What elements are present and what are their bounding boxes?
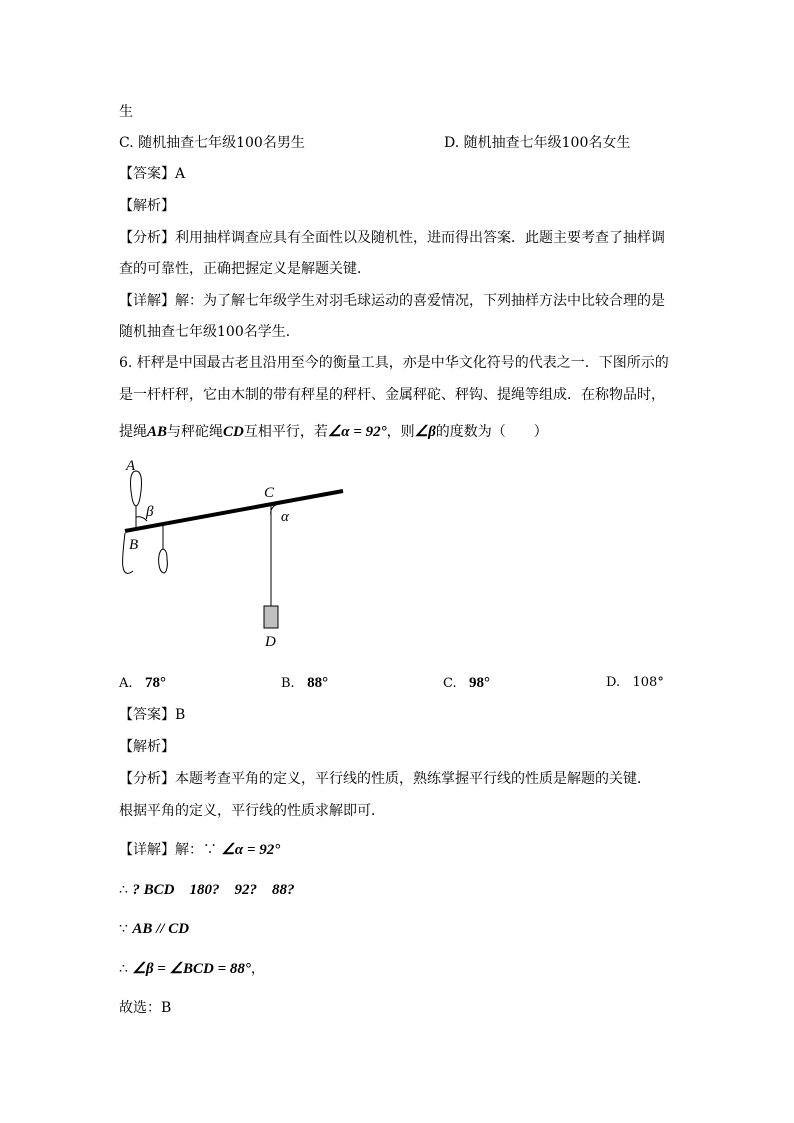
answer-label: 【答案】B <box>119 707 186 723</box>
question-6-text: 是一杆杆秤，它由木制的带有秤星的秤杆、金属秤砣、秤钩、提绳等组成．在称物品时， <box>119 387 665 403</box>
analysis-text: 查的可靠性，正确把握定义是解题关键． <box>119 261 371 277</box>
math-parallel: AB // CD <box>132 921 190 937</box>
option-c <box>443 673 490 694</box>
option-value: 78° <box>144 675 166 691</box>
analysis-text: 【分析】本题考查平角的定义，平行线的性质，熟练掌握平行线的性质是解题的关键． <box>119 771 651 787</box>
detail-step-1 <box>119 840 280 860</box>
option-d <box>606 673 664 693</box>
answer-label: 【答案】A <box>119 166 186 182</box>
math-cd: CD <box>223 424 244 440</box>
analysis-heading: 【解析】 <box>119 198 175 214</box>
math-expression: ? BCD 180? 92? 88? <box>132 882 295 898</box>
steelyard-diagram <box>117 455 357 650</box>
because-symbol: ∵ <box>203 842 217 858</box>
question-6-condition <box>119 422 548 442</box>
text: ， <box>250 961 265 977</box>
option-letter: B. <box>281 676 295 691</box>
text: ，则 <box>386 424 415 440</box>
analysis-text: 【分析】利用抽样调查应具有全面性以及随机性，进而得出答案．此题主要考查了抽样调 <box>119 230 665 246</box>
math-angle-alpha: ∠α = 92° <box>221 842 281 858</box>
option-letter: C. <box>443 676 457 691</box>
text: 与秤砣绳 <box>167 424 224 440</box>
detail-text: 随机抽查七年级100名学生． <box>119 324 300 340</box>
because-symbol: ∵ <box>119 921 128 937</box>
label-a: A <box>126 458 136 474</box>
math-conclusion: ∠β = ∠BCD = 88° <box>132 961 251 977</box>
hanging-ring <box>131 471 142 506</box>
small-loop <box>159 549 168 573</box>
steelyard-beam <box>125 491 343 531</box>
weight-block <box>264 606 278 628</box>
label-alpha: α <box>281 509 289 525</box>
option-value: 108° <box>632 675 664 690</box>
final-choice: 故选：B <box>119 1000 172 1016</box>
text-line: 生 <box>119 104 133 120</box>
math-angle-alpha: ∠α = 92° <box>327 424 387 440</box>
option-c-line: C. 随机抽查七年级100名男生 <box>119 135 305 151</box>
option-value: 98° <box>469 675 491 691</box>
detail-step-3 <box>119 919 189 939</box>
option-value: 88° <box>307 675 329 691</box>
text: 的度数为（ ） <box>435 424 548 440</box>
option-letter: A. <box>119 676 133 691</box>
text: 提绳 <box>119 424 147 440</box>
option-b <box>281 673 328 694</box>
math-angle-beta: ∠β <box>414 424 436 440</box>
label-b: B <box>129 537 139 553</box>
therefore-symbol: ∴ <box>119 882 128 898</box>
label-c: C <box>264 485 275 501</box>
text: 互相平行，若 <box>243 424 328 440</box>
option-a <box>119 673 166 694</box>
detail-step-2 <box>119 880 294 900</box>
label-beta: β <box>146 504 154 520</box>
therefore-symbol: ∴ <box>119 961 128 977</box>
option-d-line: D. 随机抽查七年级100名女生 <box>444 135 631 151</box>
math-ab: AB <box>147 424 168 440</box>
analysis-text: 根据平角的定义，平行线的性质求解即可． <box>119 803 385 819</box>
label-d: D <box>265 634 276 650</box>
question-6-text: 6. 杆秤是中国最古老且沿用至今的衡量工具，亦是中华文化符号的代表之一．下图所示的 <box>119 355 669 371</box>
option-letter: D. <box>606 675 621 690</box>
detail-prefix: 【详解】解： <box>119 842 203 858</box>
detail-text: 【详解】解：为了解七年级学生对羽毛球运动的喜爱情况，下列抽样方法中比较合理的是 <box>119 293 665 309</box>
analysis-heading: 【解析】 <box>119 739 175 755</box>
detail-step-4 <box>119 959 265 979</box>
